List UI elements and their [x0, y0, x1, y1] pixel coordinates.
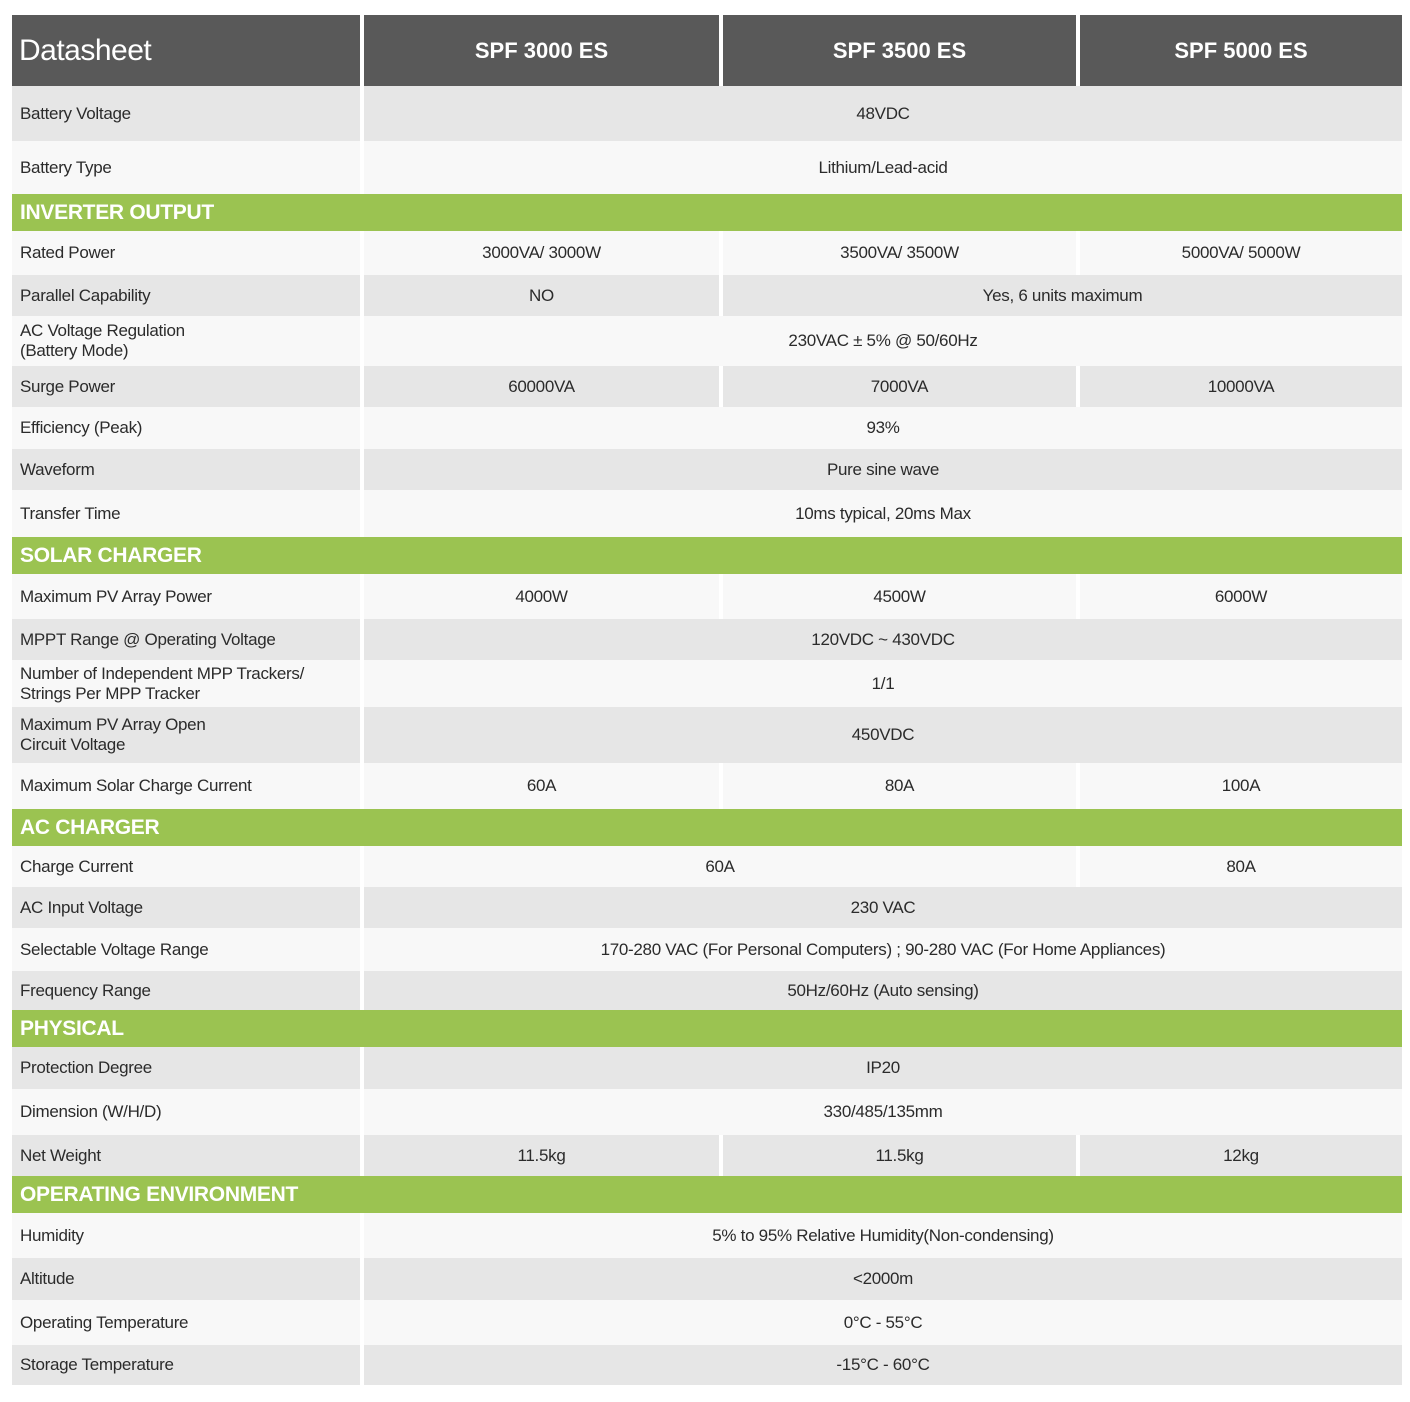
datasheet-title: Datasheet [12, 15, 360, 86]
table-row [12, 660, 1402, 707]
section-header-solar-charger: SOLAR CHARGER [12, 537, 1402, 574]
table-row [12, 316, 1402, 366]
row-label: Operating Temperature [12, 1300, 360, 1345]
row-label: Charge Current [12, 846, 360, 887]
row-label [12, 316, 360, 366]
row-label: Humidity [12, 1213, 360, 1258]
row-value: Pure sine wave [364, 449, 1402, 490]
table-header [12, 15, 1402, 86]
row-value: 10ms typical, 20ms Max [364, 490, 1402, 537]
row-value: 120VDC ~ 430VDC [364, 619, 1402, 660]
table-row [12, 1258, 1402, 1300]
row-value: 3000VA/ 3000W [364, 231, 719, 275]
row-label: MPPT Range @ Operating Voltage [12, 619, 360, 660]
section-header-physical: PHYSICAL [12, 1010, 1402, 1047]
row-value: 93% [364, 407, 1402, 449]
row-label-line: AC Voltage Regulation [20, 321, 185, 340]
model-header-spf3000: SPF 3000 ES [364, 15, 719, 86]
row-label: Net Weight [12, 1135, 360, 1176]
table-row [12, 490, 1402, 537]
table-row [12, 1135, 1402, 1176]
row-label-line: Number of Independent MPP Trackers/ [20, 663, 305, 683]
table-row [12, 366, 1402, 407]
row-value: 0°C - 55°C [364, 1300, 1402, 1345]
table-row [12, 449, 1402, 490]
row-label [12, 660, 360, 707]
table-row [12, 971, 1402, 1010]
row-label: Battery Type [12, 141, 360, 194]
table-row [12, 887, 1402, 928]
row-label-line: Maximum PV Array Open [20, 715, 206, 734]
table-row [12, 846, 1402, 887]
row-value: 230 VAC [364, 887, 1402, 928]
row-label: Efficiency (Peak) [12, 407, 360, 449]
table-row [12, 1300, 1402, 1345]
row-value: 330/485/135mm [364, 1089, 1402, 1135]
model-header-spf3500: SPF 3500 ES [723, 15, 1076, 86]
table-row [12, 86, 1402, 141]
row-label: Dimension (W/H/D) [12, 1089, 360, 1135]
row-label: Transfer Time [12, 490, 360, 537]
row-label: Altitude [12, 1258, 360, 1300]
row-value: 5000VA/ 5000W [1080, 231, 1402, 275]
row-value: 11.5kg [723, 1135, 1076, 1176]
table-row [12, 1213, 1402, 1258]
row-label: Selectable Voltage Range [12, 928, 360, 971]
table-row [12, 619, 1402, 660]
table-row [12, 707, 1402, 763]
model-header-spf5000: SPF 5000 ES [1080, 15, 1402, 86]
row-value: 7000VA [723, 366, 1076, 407]
row-label: Frequency Range [12, 971, 360, 1010]
row-value: -15°C - 60°C [364, 1345, 1402, 1385]
row-label-line: Strings Per MPP Tracker [20, 683, 200, 703]
table-row [12, 1345, 1402, 1385]
row-value: 5% to 95% Relative Humidity(Non-condensing) [364, 1213, 1402, 1258]
row-value: 3500VA/ 3500W [723, 231, 1076, 275]
row-label: Surge Power [12, 366, 360, 407]
row-label: Storage Temperature [12, 1345, 360, 1385]
row-value: 50Hz/60Hz (Auto sensing) [364, 971, 1402, 1010]
row-value: 4000W [364, 574, 719, 619]
row-value: 4500W [723, 574, 1076, 619]
section-header-operating-environment: OPERATING ENVIRONMENT [12, 1176, 1402, 1213]
table-row [12, 1047, 1402, 1089]
table-row [12, 407, 1402, 449]
table-row [12, 928, 1402, 971]
row-value: 48VDC [364, 86, 1402, 141]
row-label: Maximum PV Array Power [12, 574, 360, 619]
row-value: 230VAC ± 5% @ 50/60Hz [364, 316, 1402, 366]
table-row [12, 231, 1402, 275]
row-value: 80A [723, 763, 1076, 809]
table-row [12, 141, 1402, 194]
row-value: IP20 [364, 1047, 1402, 1089]
row-value: 80A [1080, 846, 1402, 887]
datasheet-table [12, 15, 1402, 1385]
row-value: 12kg [1080, 1135, 1402, 1176]
row-value: 60A [364, 763, 719, 809]
row-value: 60000VA [364, 366, 719, 407]
row-label: AC Input Voltage [12, 887, 360, 928]
row-value: 60A [364, 846, 1076, 887]
section-header-inverter-output: INVERTER OUTPUT [12, 194, 1402, 231]
row-label: Protection Degree [12, 1047, 360, 1089]
row-value: 11.5kg [364, 1135, 719, 1176]
row-value: 1/1 [364, 660, 1402, 707]
row-value: 170-280 VAC (For Personal Computers) ; 90-280 VAC (For Home Appliances) [364, 928, 1402, 971]
row-label: Waveform [12, 449, 360, 490]
row-value: NO [364, 275, 719, 316]
row-label: Rated Power [12, 231, 360, 275]
row-value: 6000W [1080, 574, 1402, 619]
row-label-line: (Battery Mode) [20, 341, 129, 360]
table-row [12, 763, 1402, 809]
table-row [12, 275, 1402, 316]
row-label-line: Circuit Voltage [20, 735, 126, 754]
row-value: <2000m [364, 1258, 1402, 1300]
table-row [12, 574, 1402, 619]
table-row [12, 1089, 1402, 1135]
row-value: 10000VA [1080, 366, 1402, 407]
row-label: Maximum Solar Charge Current [12, 763, 360, 809]
row-value: Yes, 6 units maximum [723, 275, 1402, 316]
row-label: Battery Voltage [12, 86, 360, 141]
row-value: Lithium/Lead-acid [364, 141, 1402, 194]
section-header-ac-charger: AC CHARGER [12, 809, 1402, 846]
row-label: Parallel Capability [12, 275, 360, 316]
row-value: 450VDC [364, 707, 1402, 763]
row-value: 100A [1080, 763, 1402, 809]
row-label [12, 707, 360, 763]
